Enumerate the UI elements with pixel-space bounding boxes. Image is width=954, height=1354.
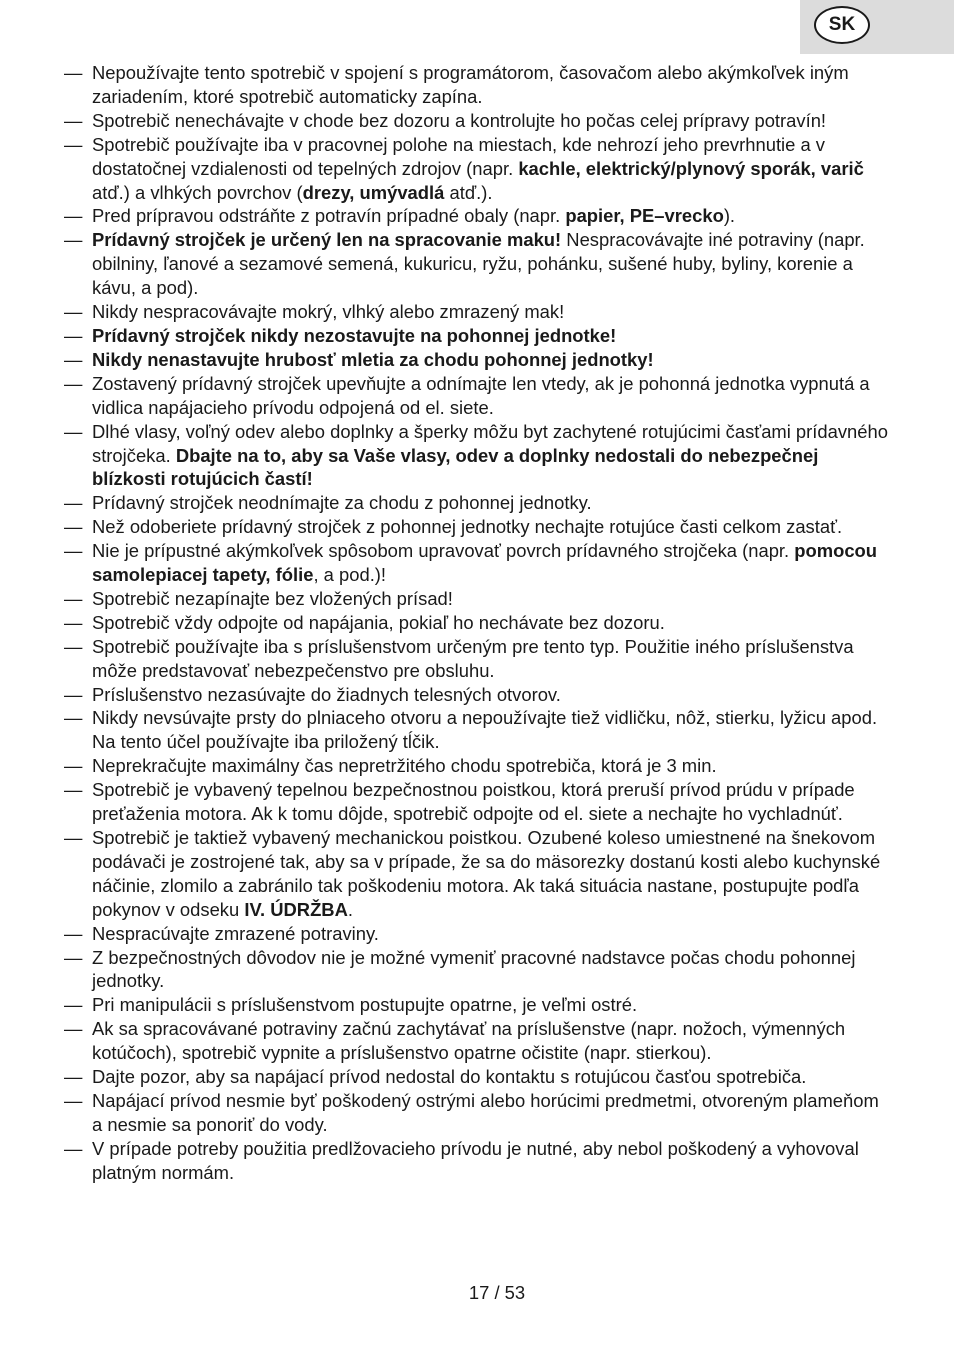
list-dash: — xyxy=(64,779,83,801)
item-text: Spotrebič nenechávajte v chode bez dozoru a kontrolujte ho počas celej prípravy potravín! xyxy=(92,109,827,131)
list-dash: — xyxy=(64,420,83,442)
bold-text: Dbajte na to, aby sa Vaše vlasy, odev a doplnky nedostali do nebezpečnej blízkosti rotujúcich častí! xyxy=(92,444,819,490)
item-text: Z bezpečnostných dôvodov nie je možné vymeniť pracovné nadstavce počas chodu pohonnej jednotky. xyxy=(92,946,856,992)
item-text: Ak sa spracovávané potraviny začnú zachytávať na príslušenstve (napr. nožoch, výmenných kotúčoch), spotrebič vypnite a príslušenstvo opatrne očistite (napr. stierkou). xyxy=(92,1018,846,1064)
item-text: Spotrebič nezapínajte bez vložených prísad! xyxy=(92,587,453,609)
list-dash: — xyxy=(64,946,83,968)
item-text: Spotrebič vždy odpojte od napájania, pokiaľ ho nechávate bez dozoru. xyxy=(92,611,665,633)
item-text: Zostavený prídavný strojček upevňujte a odnímajte len vtedy, ak je pohonná jednotka vypnutá a vidlica napájacieho prívodu odpojená od el. siete. xyxy=(92,372,870,418)
list-item xyxy=(64,109,894,133)
list-item xyxy=(64,300,894,324)
item-text: Príslušenstvo nezasúvajte do žiadnych telesných otvorov. xyxy=(92,683,561,705)
language-badge: SK xyxy=(814,6,870,44)
bold-text: kachle, elektrický/plynový sporák, varič xyxy=(518,157,864,179)
list-dash: — xyxy=(64,827,83,848)
item-text: Spotrebič používajte iba s príslušenstvom určeným pre tento typ. Použitie iného príslušenstva môže predstavovať nebezpečenstvo pre obsluhu. xyxy=(92,635,854,681)
list-dash: — xyxy=(64,516,83,538)
list-dash: — xyxy=(64,635,83,657)
list-dash: — xyxy=(64,372,83,394)
item-text: Nie je prípustné akýmkoľvek spôsobom upravovať povrch prídavného strojčeka (napr. xyxy=(92,540,795,562)
list-dash: — xyxy=(64,324,83,346)
item-text: . xyxy=(347,898,353,920)
list-dash: — xyxy=(64,755,83,777)
item-text: Neprekračujte maximálny čas nepretržitého chodu spotrebiča, ktorá je 3 min. xyxy=(92,755,717,777)
language-tab xyxy=(800,0,954,54)
list-item xyxy=(64,228,894,300)
list-dash: — xyxy=(64,611,83,633)
bold-text: papier, PE–vrecko xyxy=(565,205,724,227)
list-dash: — xyxy=(64,994,83,1016)
list-item xyxy=(64,922,894,946)
list-item xyxy=(64,204,894,228)
list-item xyxy=(64,1089,894,1137)
list-item xyxy=(64,1065,894,1089)
list-item xyxy=(64,539,894,587)
list-dash: — xyxy=(64,62,83,83)
item-text: Nespracovávajte iné potraviny (napr. obilniny, ľanové a sezamové semená, kukuricu, ryžu, pohánku, sušené huby, byliny, korenie a kávu, a pod). xyxy=(92,229,865,299)
list-dash: — xyxy=(64,922,83,944)
item-text: Napájací prívod nesmie byť poškodený ostrými alebo horúcimi predmetmi, otvoreným plameňom a nesmie sa ponoriť do vody. xyxy=(92,1089,879,1135)
list-item xyxy=(64,683,894,707)
list-item xyxy=(64,587,894,611)
list-dash: — xyxy=(64,1066,83,1088)
list-item xyxy=(64,635,894,683)
list-item xyxy=(64,133,894,205)
list-item xyxy=(64,324,894,348)
bold-text: pomocou samolepiacej tapety, fólie xyxy=(92,540,878,586)
list-dash: — xyxy=(64,683,83,705)
list-item xyxy=(64,754,894,778)
list-dash: — xyxy=(64,1018,83,1040)
list-item xyxy=(64,946,894,994)
list-dash: — xyxy=(64,229,83,251)
list-item xyxy=(64,778,894,826)
safety-instructions-list xyxy=(64,61,894,1185)
item-text: Pred prípravou odstráňte z potravín prípadné obaly (napr. xyxy=(92,205,566,227)
list-dash: — xyxy=(64,301,83,323)
item-text: ). xyxy=(723,205,736,227)
item-text: Nepoužívajte tento spotrebič v spojení s programátorom, časovačom alebo akýmkoľvek iným zariadením, ktoré spotrebič automaticky zapína. xyxy=(92,62,849,107)
item-text: Dlhé vlasy, voľný odev alebo doplnky a šperky môžu byt zachytené rotujúcimi časťami prídavného strojčeka. xyxy=(92,420,888,466)
item-text: Dajte pozor, aby sa napájací prívod nedostal do kontaktu s rotujúcou časťou spotrebiča. xyxy=(92,1066,807,1088)
list-item xyxy=(64,348,894,372)
list-dash: — xyxy=(64,492,83,514)
item-text: Nespracúvajte zmrazené potraviny. xyxy=(92,922,379,944)
list-item xyxy=(64,61,894,109)
list-dash: — xyxy=(64,1137,83,1159)
list-item xyxy=(64,826,894,922)
list-item xyxy=(64,993,894,1017)
item-text: , a pod.)! xyxy=(313,564,387,586)
list-item xyxy=(64,611,894,635)
list-item xyxy=(64,515,894,539)
list-dash: — xyxy=(64,1089,83,1111)
list-item xyxy=(64,1137,894,1185)
item-text: Prídavný strojček neodnímajte za chodu z pohonnej jednotky. xyxy=(92,492,592,514)
list-dash: — xyxy=(64,133,83,155)
list-dash: — xyxy=(64,587,83,609)
list-dash: — xyxy=(64,540,83,562)
item-text: Nikdy nespracovávajte mokrý, vlhký alebo zmrazený mak! xyxy=(92,301,565,323)
list-dash: — xyxy=(64,205,83,227)
bold-text: Prídavný strojček nikdy nezostavujte na pohonnej jednotke! xyxy=(92,324,617,346)
list-item xyxy=(64,372,894,420)
bold-text: IV. ÚDRŽBA xyxy=(244,898,348,920)
bold-text: drezy, umývadlá xyxy=(302,181,445,203)
item-text: Spotrebič používajte iba v pracovnej polohe na miestach, kde nehrozí jeho prevrhnutie a v dostatočnej vzdialenosti od tepelných zdrojov (napr. xyxy=(92,133,826,179)
item-text: Nikdy nevsúvajte prsty do plniaceho otvoru a nepoužívajte tiež vidličku, nôž, stierku, lyžicu apod. Na tento účel používajte iba priložený tĺčik. xyxy=(92,707,878,753)
list-item xyxy=(64,1017,894,1065)
bold-text: Prídavný strojček je určený len na spracovanie maku! xyxy=(92,229,562,251)
item-text: V prípade potreby použitia predlžovacieho prívodu je nutné, aby nebol poškodený a vyhovoval platným normám. xyxy=(92,1137,859,1183)
item-text: Spotrebič je vybavený tepelnou bezpečnostnou poistkou, ktorá preruší prívod prúdu v prípade preťaženia motora. Ak k tomu dôjde, spotrebič odpojte od el. siete a nechajte ho vychladnúť. xyxy=(92,779,855,825)
item-text: Než odoberiete prídavný strojček z pohonnej jednotky nechajte rotujúce časti celkom zastať. xyxy=(92,516,843,538)
item-text: atď.). xyxy=(444,181,493,203)
list-item xyxy=(64,420,894,492)
item-text: Spotrebič je taktiež vybavený mechanickou poistkou. Ozubené koleso umiestnené na šnekovom podávači je zostrojené tak, aby sa v prípade, že sa do mäsorezky dostanú kosti alebo kuchynské náčinie, zlomilo a zabránilo tak poškodeniu motora. Ak taká situácia nastane, postupujte podľa pokynov v odseku xyxy=(92,827,881,920)
page-number: 17 / 53 xyxy=(468,1282,526,1303)
list-dash: — xyxy=(64,707,83,729)
list-item xyxy=(64,706,894,754)
item-text: Pri manipulácii s príslušenstvom postupujte opatrne, je veľmi ostré. xyxy=(92,994,638,1016)
list-item xyxy=(64,491,894,515)
list-dash: — xyxy=(64,109,83,131)
item-text: atď.) a vlhkých povrchov ( xyxy=(92,181,303,203)
list-dash: — xyxy=(64,348,83,370)
bold-text: Nikdy nenastavujte hrubosť mletia za chodu pohonnej jednotky! xyxy=(92,348,654,370)
